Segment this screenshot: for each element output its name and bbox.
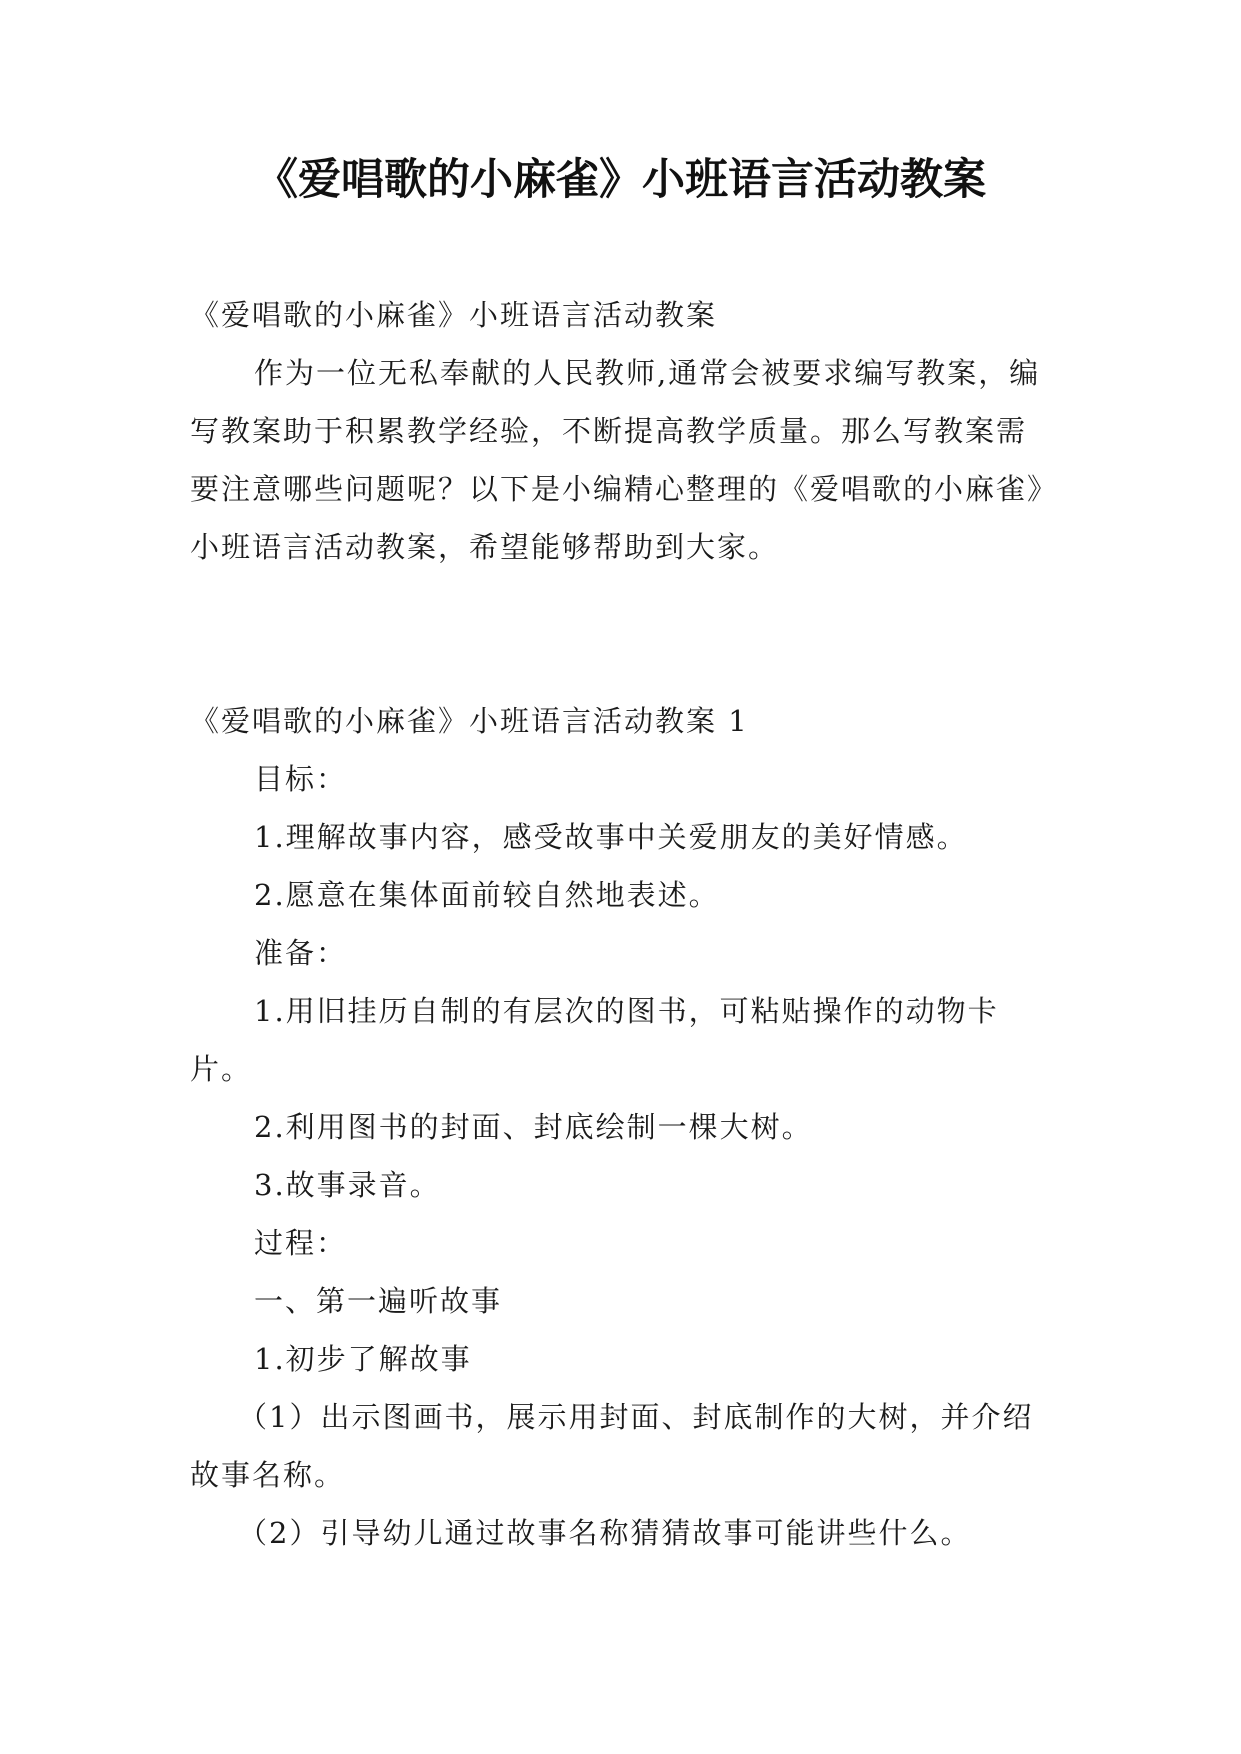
step-item-2: （2）引导幼儿通过故事名称猜猜故事可能讲些什么。	[238, 1516, 972, 1550]
step-subheading: 1.初步了解故事	[254, 1342, 472, 1376]
prep-heading: 准备：	[254, 936, 348, 970]
prep-item-2: 2.利用图书的封面、封底绘制一棵大树。	[254, 1110, 813, 1144]
document-body	[190, 286, 1052, 1562]
section-title: 《爱唱歌的小麻雀》小班语言活动教案 1	[190, 704, 749, 738]
goal-item-1: 1.理解故事内容，感受故事中关爱朋友的美好情感。	[254, 820, 968, 854]
prep-item-1: 1.用旧挂历自制的有层次的图书，可粘贴操作的动物卡片。	[190, 994, 999, 1086]
document-subtitle: 《爱唱歌的小麻雀》小班语言活动教案	[190, 298, 718, 332]
prep-item-3: 3.故事录音。	[254, 1168, 441, 1202]
document-title: 《爱唱歌的小麻雀》小班语言活动教案	[255, 155, 986, 205]
step-item-1: （1）出示图画书，展示用封面、封底制作的大树，并介绍故事名称。	[190, 1400, 1034, 1492]
goal-heading: 目标：	[254, 762, 348, 796]
process-heading: 过程：	[254, 1226, 348, 1260]
section-spacer	[190, 576, 1052, 692]
step-heading: 一、第一遍听故事	[254, 1284, 503, 1318]
intro-paragraph: 作为一位无私奉献的人民教师,通常会被要求编写教案，编写教案助于积累教学经验，不断提高教学质量。那么写教案需要注意哪些问题呢？以下是小编精心整理的《爱唱歌的小麻雀》小班语言活动教案，希望能够帮助到大家。	[190, 356, 1044, 564]
goal-item-2: 2.愿意在集体面前较自然地表述。	[254, 878, 720, 912]
